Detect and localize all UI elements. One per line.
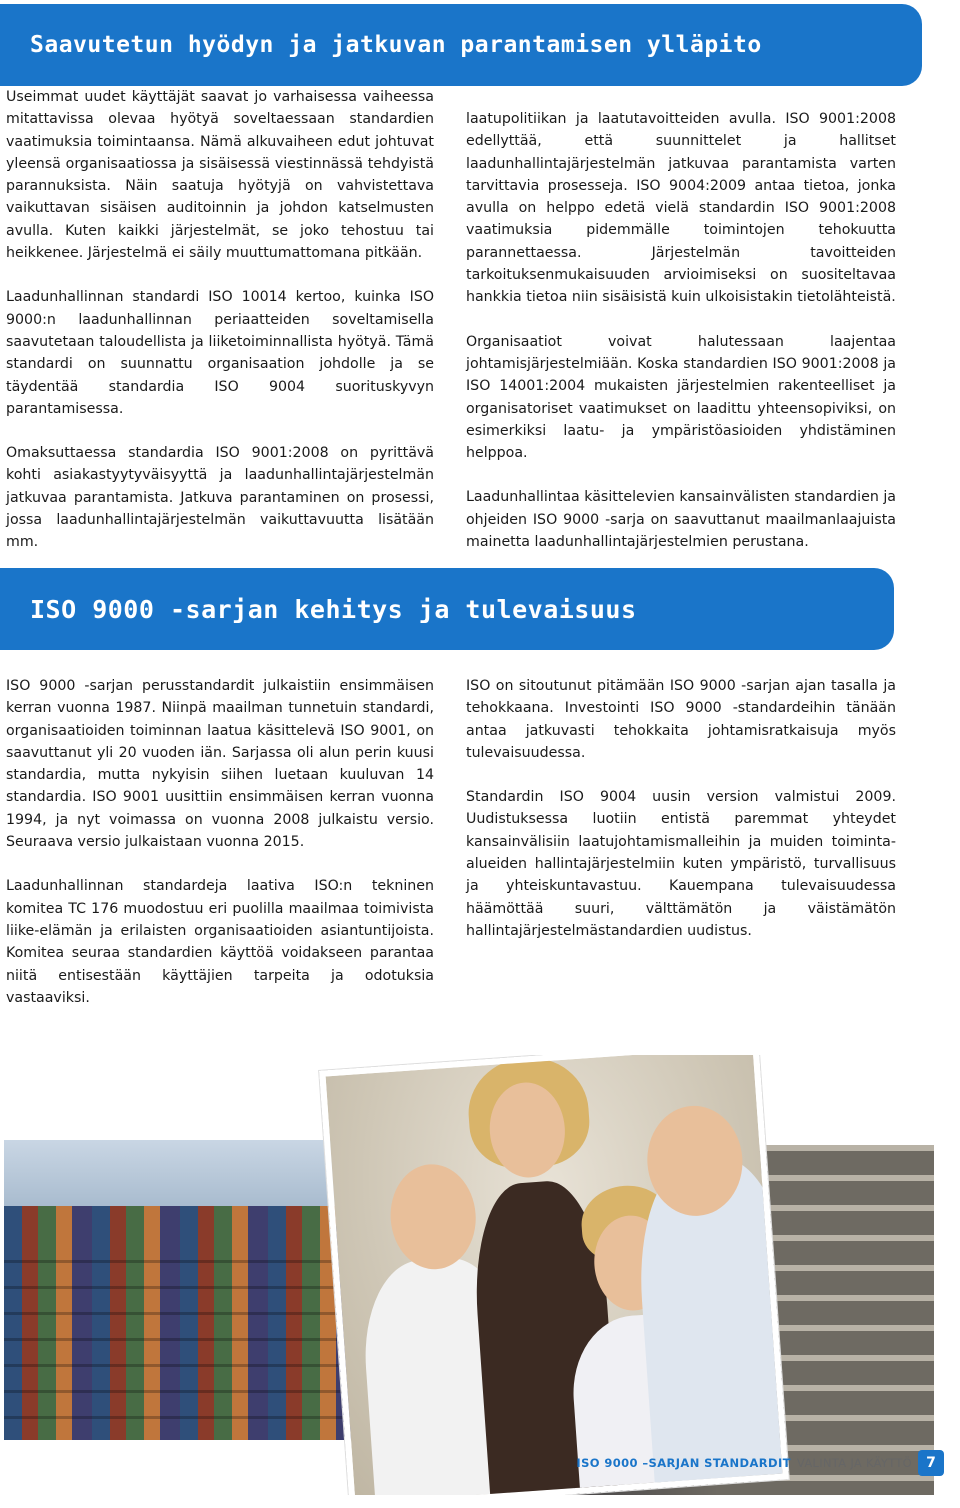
- section-heading: Saavutetun hyödyn ja jatkuvan parantamisen ylläpito: [30, 32, 762, 58]
- footer-subtitle: VALINTA JA KÄYTTÖ: [796, 1456, 912, 1470]
- footer-series-title: ISO 9000 –SARJAN STANDARDIT: [576, 1456, 791, 1470]
- paragraph: laatupolitiikan ja laatutavoitteiden avulla. ISO 9001:2008 edellyttää, että suunnittelet ja hallitset laadunhallintajärjestelmän jatkuvaa parantamista varten tarvittavia prosesseja. ISO 9004:2009 antaa tietoa, jonka avulla on helppo edetä vielä standardin ISO 9001:2008 vaatimuksia pidemmälle toimintojen tehokuutta parannettaessa. Järjestelmän tavoitteiden tarkoituksenmukaisuuden arvioimiseksi on suositeltavaa hankkia tietoa niin sisäisistä kuin ulkoisistakin tietolähteistä.: [466, 111, 896, 306]
- paragraph: Laadunhallintaa käsittelevien kansainvälisten standardien ja ohjeiden ISO 9000 -sarja on saavuttanut maailmanlaajuista mainetta laadunhallintajärjestelmien perustana.: [466, 489, 896, 551]
- paragraph: ISO 9000 -sarjan perusstandardit julkaistiin ensimmäisen kerran vuonna 1987. Niinpä maailman tunnetuin standardi, organisaatioiden toiminnan laatua käsittelevä ISO 9001, on saavuttanut yli 20 vuoden iän. Sarjassa oli alun perin kuusi standardia, mutta nykyisin siihen luetaan kuuluvan 14 standardia. ISO 9001 uusittiin ensimmäisen kerran vuonna 1994, ja nyt voimassa on vuonna 2008 julkaistu versio. Seuraava versio julkaistaan vuonna 2015.: [6, 678, 434, 851]
- photo-collage: [4, 1055, 934, 1495]
- paragraph: Organisaatiot voivat halutessaan laajentaa johtamisjärjestelmiään. Koska standardien ISO 9001:2008 ja ISO 14001:2004 mukaisten järjestelmien rakenteelliset ja organisatoriset vaatimukset on laadittu yhteensopiviksi, on esimerkiksi laatu- ja ympäristöasioiden yhdistäminen helppoa.: [466, 333, 896, 462]
- paragraph: Omaksuttaessa standardia ISO 9001:2008 on pyrittävä kohti asiakastyytyväisyyttä ja laadunhallintajärjestelmän jatkuvaa parantamista. Jatkuva parantaminen on prosessi, jossa laadunhallintajärjestelmän vaikuttavuutta lisätään mm.: [6, 445, 434, 551]
- section-heading-banner: [0, 568, 894, 650]
- business-meeting-photo: [319, 1055, 789, 1495]
- text-column-right: [466, 108, 896, 553]
- paragraph: Laadunhallinnan standardi ISO 10014 kertoo, kuinka ISO 9000:n laadunhallinnan periaatteiden soveltamisella saavutetaan taloudellista ja liiketoiminnallista hyötyä. Tämä standardi on suunnattu organisaation johdolle ja se täydentää standardia ISO 9004 suorituskyvyn parantamisessa.: [6, 289, 434, 417]
- section-heading-banner: [0, 4, 922, 86]
- paragraph: Useimmat uudet käyttäjät saavat jo varhaisessa vaiheessa mitattavissa olevaa hyötyä soveltaessaan standardien vaatimuksia toimintaansa. Nämä alkuvaiheen edut johtuvat yleensä organisaatiossa ja sisäisessä viestinnässä tehdyistä parannuksista. Näin saatuja hyötyjä on vahvistettava vaikuttavan sisäisen auditoinnin ja johdon katselmusten avulla. Kuten kaikki järjestelmät, se joko tehostuu tai heikkenee. Järjestelmä ei säily muuttumattomana pitkään.: [6, 89, 434, 262]
- text-column-right: [466, 675, 896, 942]
- page-footer: [576, 1450, 944, 1476]
- paragraph: ISO on sitoutunut pitämään ISO 9000 -sarjan ajan tasalla ja tehokkaana. Investointi ISO 9000 -standardeihin tänään antaa jatkuvasti tehokkaita johtamisratkaisuja myös tulevaisuudessa.: [466, 678, 896, 761]
- paragraph: Laadunhallinnan standardeja laativa ISO:n tekninen komitea TC 176 muodostuu eri puolilla maailmaa toimivista liike-elämän ja erilaisten organisaatioiden asiantuntijoista. Komitea seuraa standardien käyttöä voidakseen parantaa niitä entisestään käyttäjien tarpeita ja odotuksia vastaaviksi.: [6, 878, 434, 1006]
- person-head: [387, 1161, 479, 1272]
- page-number: 7: [918, 1450, 944, 1476]
- section-heading: ISO 9000 -sarjan kehitys ja tulevaisuus: [30, 594, 637, 624]
- text-column-left: [6, 86, 434, 554]
- container-port-photo: [4, 1140, 354, 1440]
- text-column-left: [6, 675, 434, 1009]
- paragraph: Standardin ISO 9004 uusin version valmistui 2009. Uudistuksessa luotiin entistä paremmat yhteydet kansainvälisiin laatujohtamismalleihin ja muiden toiminta-alueiden hallintajärjestelmiin kuten ympäristö, turvallisuus ja yhteiskuntavastuu. Kauempana tulevaisuudessa häämöttää suuri, välttämätön ja väistämätön hallintajärjestelmästandardien uudistus.: [466, 789, 896, 939]
